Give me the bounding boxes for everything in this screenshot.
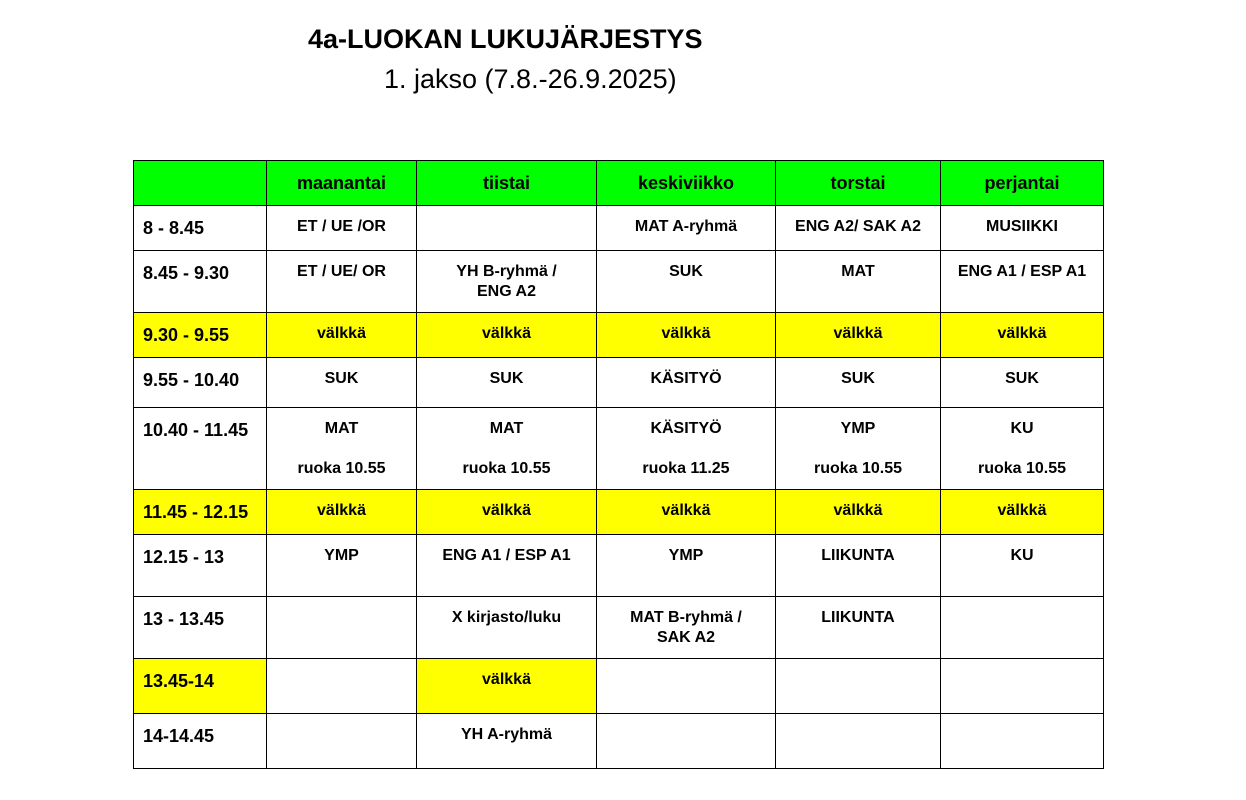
lesson-cell bbox=[941, 597, 1104, 659]
cell-text: ENG A2/ SAK A2 bbox=[795, 218, 921, 235]
cell-text: ENG A2 bbox=[477, 283, 536, 300]
schedule-row bbox=[134, 535, 1104, 597]
lesson-cell bbox=[267, 597, 417, 659]
lesson-cell bbox=[776, 535, 941, 597]
break-cell bbox=[597, 313, 776, 358]
header-row bbox=[134, 161, 1104, 206]
lesson-cell bbox=[417, 206, 597, 251]
break-cell bbox=[417, 313, 597, 358]
cell-text: välkkä bbox=[482, 325, 531, 342]
cell-text: MAT bbox=[841, 263, 875, 280]
lesson-cell bbox=[597, 358, 776, 408]
cell-text: välkkä bbox=[482, 671, 531, 688]
time-cell: 8 - 8.45 bbox=[134, 206, 267, 251]
break-cell bbox=[597, 490, 776, 535]
lesson-cell bbox=[597, 535, 776, 597]
lesson-cell bbox=[267, 358, 417, 408]
lesson-cell bbox=[267, 659, 417, 714]
day-header: tiistai bbox=[417, 161, 597, 206]
cell-text: välkkä bbox=[997, 325, 1047, 342]
cell-text: KU bbox=[1010, 420, 1034, 437]
schedule-row bbox=[134, 206, 1104, 251]
cell-text: KÄSITYÖ bbox=[650, 370, 722, 387]
day-header: keskiviikko bbox=[597, 161, 776, 206]
cell-text: SUK bbox=[669, 263, 703, 280]
cell-text: X kirjasto/luku bbox=[451, 609, 562, 626]
cell-text: SAK A2 bbox=[656, 629, 716, 646]
cell-text: ENG A1 / ESP A1 bbox=[442, 547, 571, 564]
lesson-cell bbox=[776, 206, 941, 251]
schedule-row bbox=[134, 490, 1104, 535]
cell-text: välkkä bbox=[833, 502, 883, 519]
lesson-cell bbox=[941, 251, 1104, 313]
lesson-cell bbox=[597, 408, 776, 490]
schedule-table bbox=[133, 160, 1104, 769]
cell-text: SUK bbox=[841, 370, 875, 387]
lesson-cell bbox=[941, 408, 1104, 490]
lesson-cell bbox=[776, 358, 941, 408]
cell-text: välkkä bbox=[833, 325, 883, 342]
cell-text: YMP bbox=[668, 547, 704, 564]
lesson-cell bbox=[267, 714, 417, 769]
lesson-cell bbox=[267, 535, 417, 597]
break-cell bbox=[941, 490, 1104, 535]
cell-text: välkkä bbox=[661, 502, 711, 519]
cell-text: välkkä bbox=[317, 502, 366, 519]
cell-text: ENG A1 / ESP A1 bbox=[957, 263, 1087, 280]
cell-text: MUSIIKKI bbox=[986, 218, 1058, 235]
cell-text: LIIKUNTA bbox=[821, 547, 895, 564]
cell-text: SUK bbox=[489, 370, 524, 387]
break-cell bbox=[776, 313, 941, 358]
page-subtitle: 1. jakso (7.8.-26.9.2025) bbox=[384, 64, 677, 94]
schedule-row bbox=[134, 408, 1104, 490]
cell-text: ruoka 10.55 bbox=[977, 460, 1067, 477]
cell-text: välkkä bbox=[317, 325, 366, 342]
schedule-row bbox=[134, 313, 1104, 358]
lesson-cell bbox=[941, 659, 1104, 714]
lesson-cell bbox=[417, 251, 597, 313]
lesson-cell bbox=[267, 206, 417, 251]
schedule-row bbox=[134, 659, 1104, 714]
lesson-cell bbox=[776, 659, 941, 714]
cell-text: välkkä bbox=[482, 502, 531, 519]
break-cell bbox=[267, 490, 417, 535]
cell-text: ruoka 10.55 bbox=[813, 460, 903, 477]
cell-text: välkkä bbox=[661, 325, 711, 342]
page-title: 4a-LUOKAN LUKUJÄRJESTYS bbox=[308, 24, 703, 54]
lesson-cell bbox=[417, 597, 597, 659]
lesson-cell bbox=[941, 714, 1104, 769]
break-cell bbox=[267, 313, 417, 358]
lesson-cell bbox=[776, 408, 941, 490]
break-cell bbox=[941, 313, 1104, 358]
time-cell: 9.55 - 10.40 bbox=[134, 358, 267, 408]
time-cell: 12.15 - 13 bbox=[134, 535, 267, 597]
time-cell: 13.45-14 bbox=[134, 659, 267, 714]
day-header: maanantai bbox=[267, 161, 417, 206]
time-cell: 10.40 - 11.45 bbox=[134, 408, 267, 490]
time-cell: 13 - 13.45 bbox=[134, 597, 267, 659]
cell-text: SUK bbox=[324, 370, 359, 387]
lesson-cell bbox=[941, 206, 1104, 251]
lesson-cell bbox=[776, 597, 941, 659]
lesson-cell bbox=[941, 358, 1104, 408]
cell-text: SUK bbox=[1005, 370, 1039, 387]
cell-text: KÄSITYÖ bbox=[650, 420, 722, 437]
day-header: torstai bbox=[776, 161, 941, 206]
cell-text: MAT bbox=[489, 420, 524, 437]
time-cell: 11.45 - 12.15 bbox=[134, 490, 267, 535]
lesson-cell bbox=[776, 714, 941, 769]
cell-text: ruoka 11.25 bbox=[642, 460, 730, 477]
time-cell: 14-14.45 bbox=[134, 714, 267, 769]
cell-text: YH A-ryhmä bbox=[461, 726, 552, 743]
cell-text: KU bbox=[1010, 547, 1034, 564]
break-cell bbox=[417, 490, 597, 535]
cell-text: ruoka 10.55 bbox=[297, 460, 386, 477]
lesson-cell bbox=[267, 251, 417, 313]
cell-text: YMP bbox=[324, 547, 359, 564]
cell-text: ET / UE/ OR bbox=[297, 263, 386, 280]
cell-text: MAT B-ryhmä / bbox=[630, 609, 742, 626]
cell-text: YH B-ryhmä / bbox=[456, 263, 557, 280]
lesson-cell bbox=[417, 535, 597, 597]
break-cell bbox=[776, 490, 941, 535]
schedule-row bbox=[134, 597, 1104, 659]
schedule-row bbox=[134, 251, 1104, 313]
lesson-cell bbox=[417, 408, 597, 490]
cell-text: MAT A-ryhmä bbox=[634, 218, 738, 235]
lesson-cell bbox=[597, 206, 776, 251]
lesson-cell bbox=[597, 597, 776, 659]
lesson-cell bbox=[941, 535, 1104, 597]
lesson-cell bbox=[597, 714, 776, 769]
schedule-row bbox=[134, 358, 1104, 408]
cell-text: ET / UE /OR bbox=[297, 218, 386, 235]
header-corner-cell bbox=[134, 161, 267, 206]
cell-text: MAT bbox=[324, 420, 359, 437]
time-cell: 9.30 - 9.55 bbox=[134, 313, 267, 358]
break-cell bbox=[417, 659, 597, 714]
lesson-cell bbox=[597, 251, 776, 313]
cell-text: ruoka 10.55 bbox=[462, 460, 551, 477]
schedule-row bbox=[134, 714, 1104, 769]
cell-text: YMP bbox=[840, 420, 876, 437]
lesson-cell bbox=[267, 408, 417, 490]
lesson-cell bbox=[776, 251, 941, 313]
day-header: perjantai bbox=[941, 161, 1104, 206]
time-cell: 8.45 - 9.30 bbox=[134, 251, 267, 313]
lesson-cell bbox=[417, 714, 597, 769]
lesson-cell bbox=[597, 659, 776, 714]
cell-text: välkkä bbox=[997, 502, 1047, 519]
lesson-cell bbox=[417, 358, 597, 408]
cell-text: LIIKUNTA bbox=[821, 609, 895, 626]
